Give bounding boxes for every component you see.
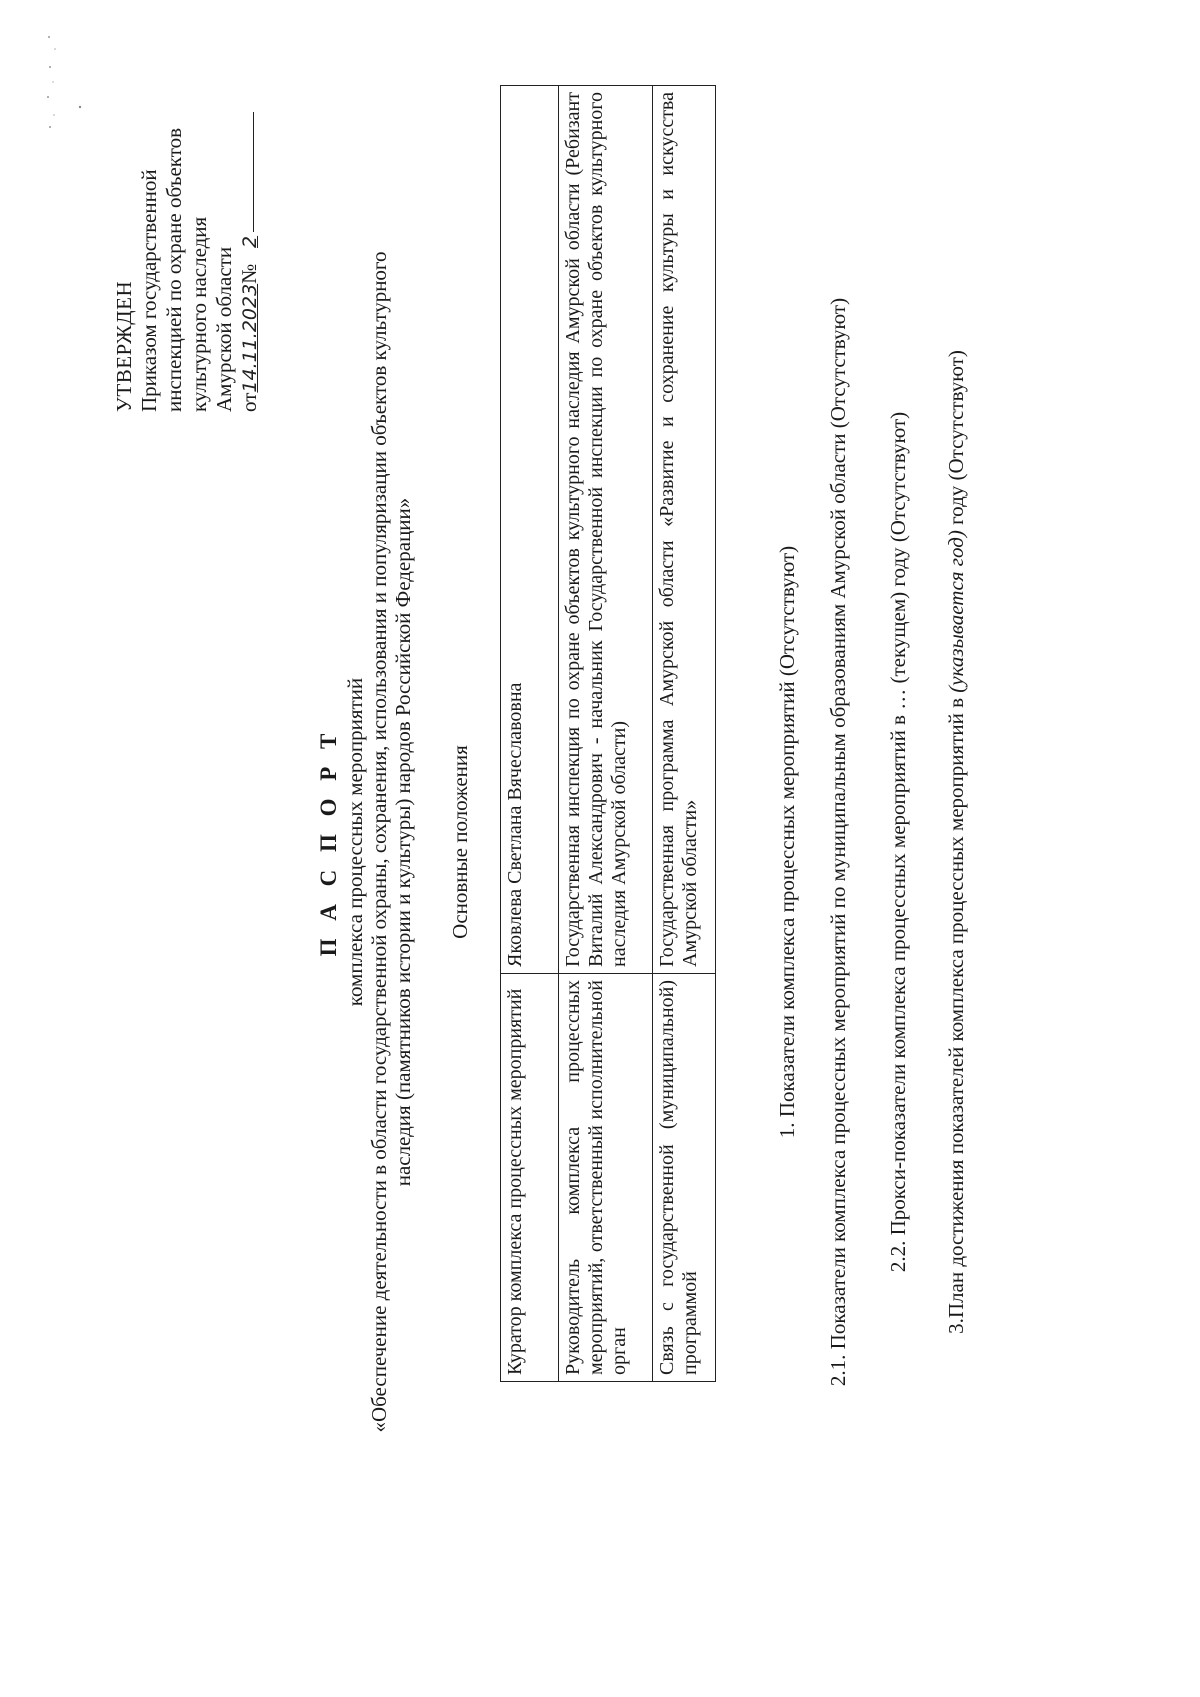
table-row <box>559 86 653 1382</box>
signature-line <box>253 112 254 232</box>
title-block <box>315 47 415 1637</box>
row-label: Куратор комплекса процессных мероприятий <box>501 974 559 1382</box>
row-value: Государственная программа Амурской области «Развитие и сохранение культуры и искусства Амурской области» <box>653 86 716 974</box>
section-3-text-end: году (Отсутствуют) <box>944 350 968 531</box>
section-3-achievement-plan <box>944 47 968 1637</box>
row-label: Руководитель комплекса процессных мероприятий, ответственный исполнительной орган <box>559 974 653 1382</box>
main-provisions-table <box>500 85 716 1382</box>
approval-heading: УТВЕРЖДЕН <box>112 280 136 412</box>
section-2-2-proxy-indicators: 2.2. Прокси-показатели комплекса процессных мероприятий в … (текущем) году (Отсутствуют) <box>886 411 910 1273</box>
approval-number: 2 <box>239 235 261 248</box>
date-prefix: от <box>237 392 261 412</box>
main-provisions-title: Основные положения <box>448 745 472 939</box>
number-prefix: № <box>237 263 261 284</box>
document-subtitle: комплекса процессных мероприятий <box>343 677 367 1007</box>
approval-authority-line: инспекцией по охране объектов <box>162 127 186 412</box>
table-row <box>653 86 716 1382</box>
approval-order-line: Приказом государственной <box>137 169 161 412</box>
section-3-year-placeholder: (указывается год) <box>944 530 968 693</box>
document-name-line-2: наследия (памятников истории и культуры) народов Российской Федерации» <box>391 497 415 1187</box>
document-title: П А С П О Р Т <box>316 727 341 957</box>
approval-date-line <box>237 52 263 412</box>
section-3-text-start: 3.План достижения показателей комплекса процессных мероприятий в <box>944 692 968 1334</box>
section-2-1-municipal-indicators: 2.1. Показатели комплекса процессных мероприятий по муниципальным образованиям Амурской области (Отсутствуют) <box>826 297 850 1387</box>
row-label: Связь с государственной (муниципальной) программой <box>653 974 716 1382</box>
row-value: Яковлева Светлана Вячеславовна <box>501 86 559 974</box>
scan-specks <box>20 17 120 137</box>
approval-block <box>112 52 263 412</box>
section-1-indicators: 1. Показатели комплекса процессных мероприятий (Отсутствуют) <box>775 545 799 1139</box>
approval-region-line: Амурской области <box>212 246 236 412</box>
approval-date: 14.11.2023 <box>239 283 261 393</box>
table-row <box>501 86 559 1382</box>
approval-heritage-line: культурного наследия <box>187 216 211 412</box>
document-name-line-1: «Обеспечение деятельности в области государственной охраны, сохранения, использования и популяризации объектов культурного <box>367 251 391 1433</box>
row-value: Государственная инспекция по охране объектов культурного наследия Амурской области (Ребизант Виталий Александрович - начальник Государственной инспекции по охране объектов культурного наследия Амурской области) <box>559 86 653 974</box>
